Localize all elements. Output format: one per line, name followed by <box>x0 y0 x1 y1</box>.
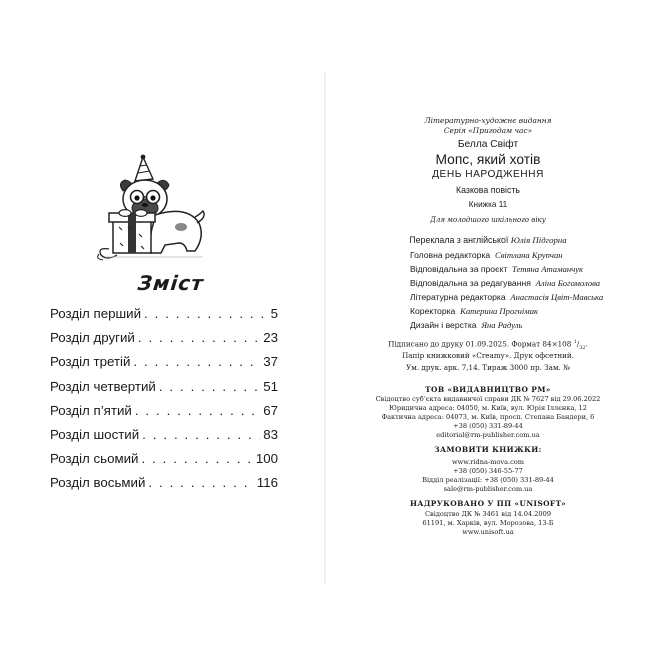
genre-line: Літературно-художнє видання <box>424 116 552 125</box>
table-of-contents <box>50 306 278 500</box>
book-subtitle: Казкова повість <box>456 185 520 195</box>
translator-line: Переклала з англійської Юлія Підгорна <box>409 235 567 245</box>
left-page <box>0 73 324 583</box>
printer-info-line: Свідоцтво ДК № 3461 від 14.04.2009 <box>424 510 552 518</box>
print-details-line: Папір книжковий «Creamy». Друк офсетний. <box>402 351 574 360</box>
credit-line: Відповідальна за проєкт Тетяна Атаманчук <box>410 264 584 274</box>
order-info-line: www.ridna-mova.com <box>451 458 525 466</box>
print-details-line: Підписано до друку 01.09.2025. Формат 84×108 $^1/_{32}$. <box>388 339 588 351</box>
pug-illustration <box>95 153 215 263</box>
publisher-info-line: Юридична адреса: 04050, м. Київ, вул. Юрія Іллєнка, 12 <box>389 404 587 412</box>
book-title-line1: Мопс, який хотів <box>435 152 541 167</box>
toc-entry: Розділ третій . . . 37 <box>50 354 278 378</box>
toc-entry: Розділ сьомий . . . 100 <box>50 451 278 475</box>
credit-line: Відповідальна за редагування Аліна Богомолова <box>410 278 601 288</box>
printer-heading: НАДРУКОВАНО У ПП «UNISOFT» <box>410 499 566 508</box>
imprint-page <box>326 73 650 583</box>
print-details-line: Ум. друк. арк. 7,14. Тираж 3000 пр. Зам. № <box>406 363 570 372</box>
credit-line: Літературна редакторка Анастасія Цвіт-Мавська <box>410 292 604 302</box>
credit-line: Головна редакторка Світлана Крупчан <box>410 250 563 260</box>
publisher-info-line: Свідоцтво суб’єкта видавничої справи ДК № 7627 від 29.06.2022 <box>375 395 601 403</box>
toc-entry: Розділ п’ятий . . . 67 <box>50 403 278 427</box>
toc-entry: Розділ шостий . . . 83 <box>50 427 278 451</box>
publisher-info-line: +38 (050) 331-89-44 <box>453 422 523 430</box>
audience-line: Для молодшого шкільного віку <box>430 216 546 224</box>
publisher-info-line: Фактична адреса: 04073, м. Київ, просп. Степана Бандери, 6 <box>381 413 595 421</box>
toc-entry: Розділ перший . . . 5 <box>50 306 278 330</box>
printer-info-line: www.unisoft.ua <box>462 528 514 536</box>
toc-title: Зміст <box>136 271 206 295</box>
order-info-line: sale@rm-publisher.com.ua <box>443 485 533 493</box>
credit-line: Дизайн і верстка Яна Радуль <box>410 320 523 330</box>
publisher-name: ТОВ «ВИДАВНИЦТВО РМ» <box>425 385 551 394</box>
book-title-line2: ДЕНЬ НАРОДЖЕННЯ <box>432 169 544 180</box>
credit-line: Коректорка Катерина Прогнімак <box>410 306 539 316</box>
publisher-info-line: editorial@rm-publisher.com.ua <box>436 431 540 439</box>
order-info-line: Відділ реалізації: +38 (050) 331-89-44 <box>422 476 554 484</box>
author-name: Белла Свіфт <box>457 139 519 150</box>
printer-info-line: 61191, м. Харків, вул. Морозова, 13-Б <box>422 519 554 527</box>
book-spread <box>0 73 650 583</box>
series-line: Серія «Пригодам час» <box>443 126 533 135</box>
toc-entry: Розділ восьмий . . . 116 <box>50 475 278 499</box>
order-heading: ЗАМОВИТИ КНИЖКИ: <box>434 445 542 454</box>
order-info-line: +38 (050) 346-55-77 <box>453 467 523 475</box>
toc-entry: Розділ четвертий . . . 51 <box>50 379 278 403</box>
toc-entry: Розділ другий . . . 23 <box>50 330 278 354</box>
book-number: Книжка 11 <box>468 200 508 209</box>
